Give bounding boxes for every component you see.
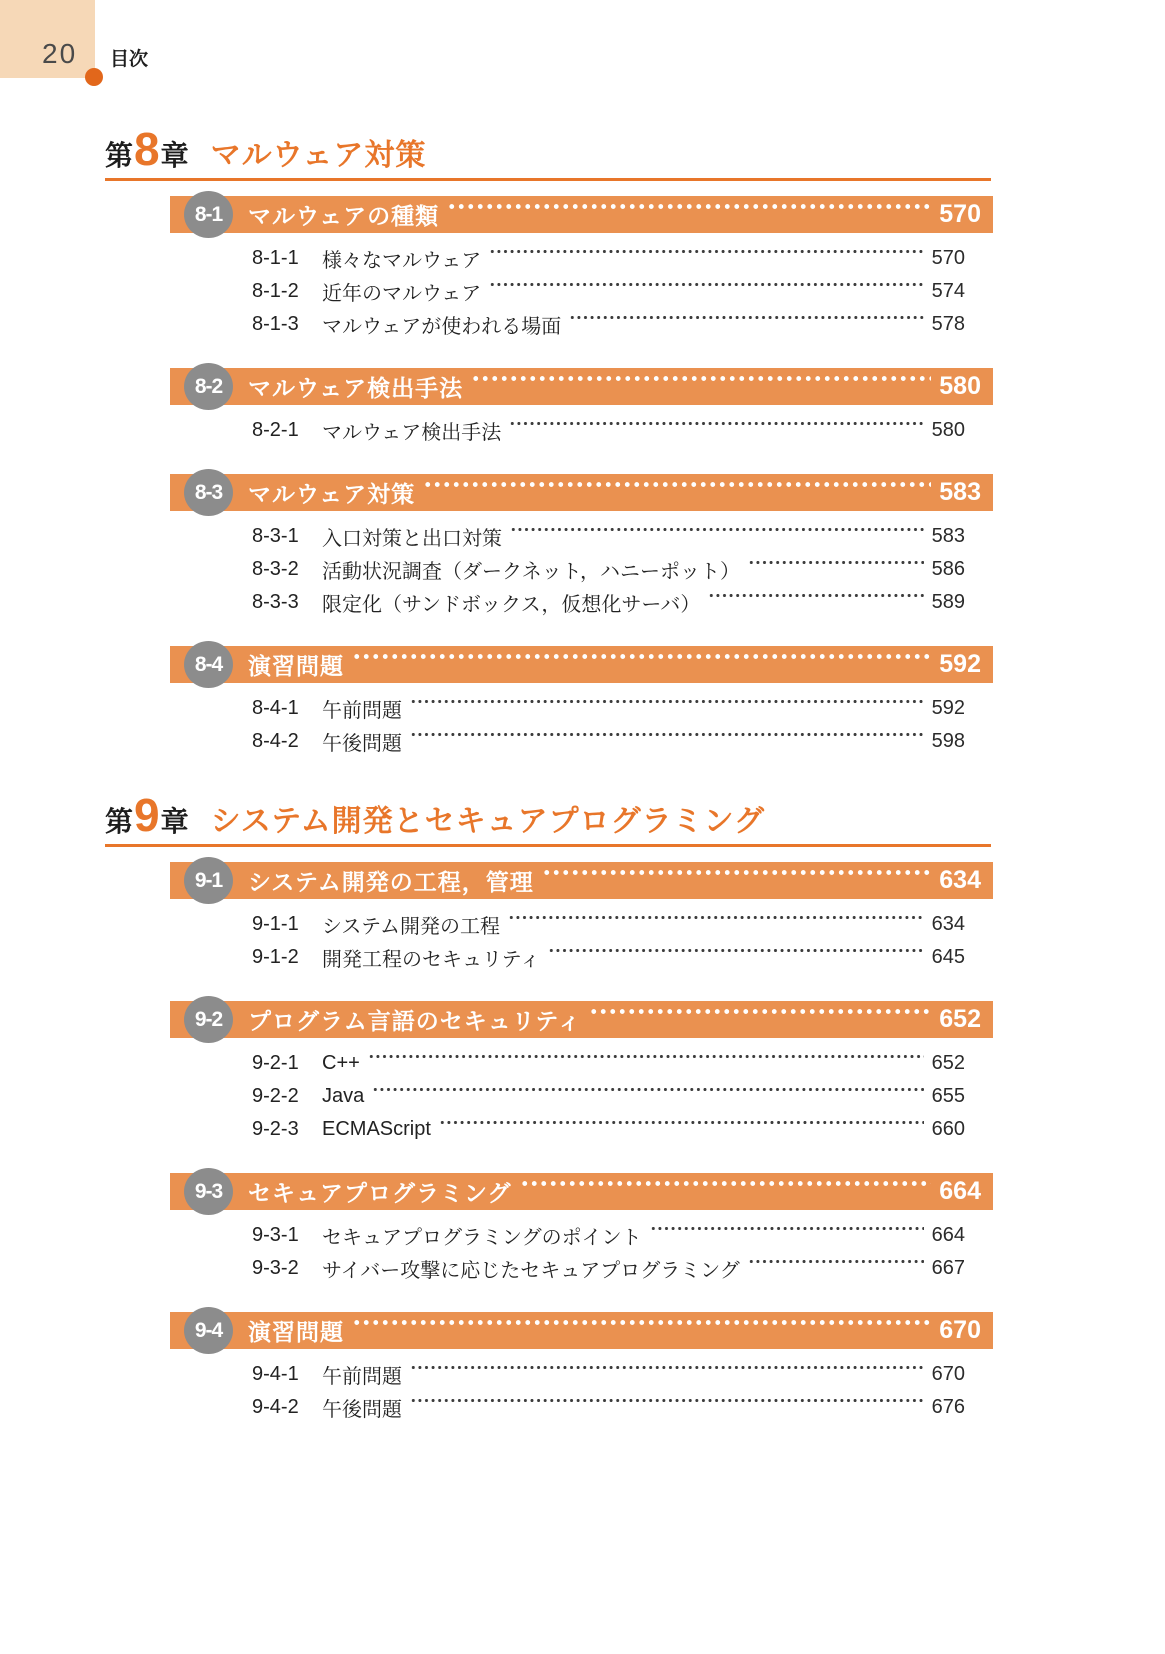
entry-page-number: 580 <box>931 419 965 441</box>
section-bar-9-2 <box>170 1001 993 1038</box>
entry-page-number: 664 <box>931 1224 965 1246</box>
section-bar-9-4 <box>170 1312 993 1349</box>
section-title: マルウェア検出手法 <box>248 375 464 401</box>
entry-page-number: 589 <box>931 591 965 613</box>
section-id: 8-1 <box>194 202 223 226</box>
section-id-badge <box>184 641 233 688</box>
section-id: 9-4 <box>194 1318 223 1342</box>
entry-page-number: 592 <box>931 697 965 719</box>
dot-leader <box>748 1252 924 1285</box>
dot-leader <box>471 368 931 405</box>
section-bar-8-3 <box>170 474 993 511</box>
dot-leader <box>352 646 931 683</box>
entry-id: 9-2-2 <box>252 1085 299 1107</box>
toc-entry-8-1-1 <box>252 242 965 275</box>
entry-id: 8-2-1 <box>252 419 299 441</box>
entry-id: 8-1-1 <box>252 247 299 269</box>
section-id: 9-3 <box>194 1179 223 1203</box>
entry-page-number: 586 <box>931 558 965 580</box>
entry-title: 開発工程のセキュリティ <box>322 949 540 971</box>
section-title: プログラム言語のセキュリティ <box>248 1008 582 1034</box>
entry-id: 9-2-1 <box>252 1052 299 1074</box>
page-number: 20 <box>42 38 78 69</box>
entry-page-number: 652 <box>931 1052 965 1074</box>
entry-title: 様々なマルウェア <box>322 250 482 272</box>
entry-page-number: 645 <box>931 946 965 968</box>
dot-leader <box>372 1080 923 1113</box>
dot-leader <box>748 553 924 586</box>
entry-page-number: 634 <box>931 913 965 935</box>
dot-leader <box>508 908 924 941</box>
dot-leader <box>410 692 924 725</box>
dot-leader <box>589 1001 931 1038</box>
section-title: 演習問題 <box>248 1319 344 1345</box>
toc-entry-8-2-1 <box>252 414 965 447</box>
toc-entry-9-1-2 <box>252 941 965 974</box>
dot-leader <box>489 275 923 308</box>
entry-page-number: 570 <box>931 247 965 269</box>
dot-leader <box>650 1219 924 1252</box>
chapter-8 <box>0 123 1165 758</box>
dot-leader <box>352 1312 931 1349</box>
chapter-title: システム開発とセキュアプログラミング <box>210 805 766 838</box>
section-page-number: 664 <box>939 1177 981 1205</box>
entry-title: システム開発の工程 <box>322 916 500 938</box>
section-id: 8-3 <box>194 480 223 504</box>
chapter-suffix: 章 <box>160 806 189 837</box>
entry-title: 午前問題 <box>322 700 402 722</box>
section-page-number: 583 <box>939 478 981 506</box>
toc-entry-8-3-2 <box>252 553 965 586</box>
toc-entry-9-4-2 <box>252 1391 965 1424</box>
section-id-badge <box>184 996 233 1043</box>
entry-title: 活動状況調査（ダークネット，ハニーポット） <box>322 561 740 583</box>
entry-id: 9-4-2 <box>252 1396 299 1418</box>
entry-page-number: 574 <box>931 280 965 302</box>
chapter-prefix: 第 <box>105 806 134 837</box>
dot-leader <box>410 1391 924 1424</box>
entry-id: 8-4-1 <box>252 697 299 719</box>
section-title: マルウェアの種類 <box>248 203 440 229</box>
toc-entry-9-4-1 <box>252 1358 965 1391</box>
entry-page-number: 670 <box>931 1363 965 1385</box>
section-id-badge <box>184 1168 233 1215</box>
entry-id: 9-4-1 <box>252 1363 299 1385</box>
entry-title: 入口対策と出口対策 <box>322 528 502 550</box>
toc-entry-8-3-1 <box>252 520 965 553</box>
entry-page-number: 578 <box>931 313 965 335</box>
entry-page-number: 676 <box>931 1396 965 1418</box>
corner-dot-icon <box>85 68 103 86</box>
dot-leader <box>708 586 923 619</box>
toc-entry-8-4-1 <box>252 692 965 725</box>
section-title: セキュアプログラミング <box>248 1180 512 1206</box>
section-page-number: 670 <box>939 1316 981 1344</box>
entry-title: 限定化（サンドボックス，仮想化サーバ） <box>322 594 701 616</box>
entry-title: セキュアプログラミングのポイント <box>322 1227 642 1249</box>
toc-entry-9-3-2 <box>252 1252 965 1285</box>
chapter-suffix: 章 <box>160 140 189 171</box>
section-title: システム開発の工程，管理 <box>248 869 534 895</box>
section-title: マルウェア対策 <box>248 481 416 507</box>
entry-page-number: 598 <box>931 730 965 752</box>
dot-leader <box>569 308 923 341</box>
entry-id: 8-1-2 <box>252 280 299 302</box>
entry-title: 近年のマルウェア <box>322 283 482 305</box>
dot-leader <box>509 414 923 447</box>
section-title: 演習問題 <box>248 653 344 679</box>
section-bar-9-3 <box>170 1173 993 1210</box>
dot-leader <box>548 941 924 974</box>
section-page-number: 592 <box>939 650 981 678</box>
toc-content <box>0 123 1165 1424</box>
toc-entry-9-1-1 <box>252 908 965 941</box>
entry-title: C++ <box>322 1052 360 1074</box>
entry-id: 8-3-2 <box>252 558 299 580</box>
dot-leader <box>520 1173 932 1210</box>
section-bar-8-4 <box>170 646 993 683</box>
section-page-number: 634 <box>939 866 981 894</box>
dot-leader <box>410 725 924 758</box>
toc-entry-8-1-3 <box>252 308 965 341</box>
entry-id: 9-1-2 <box>252 946 299 968</box>
chapter-heading <box>105 789 991 847</box>
section-bar-9-1 <box>170 862 993 899</box>
entry-title: マルウェアが使われる場面 <box>322 316 562 338</box>
entry-title: Java <box>322 1085 365 1107</box>
entry-page-number: 655 <box>931 1085 965 1107</box>
dot-leader <box>410 1358 924 1391</box>
entry-page-number: 667 <box>931 1257 965 1279</box>
toc-entry-9-3-1 <box>252 1219 965 1252</box>
dot-leader <box>447 196 931 233</box>
dot-leader <box>439 1113 924 1146</box>
entry-id: 8-4-2 <box>252 730 299 752</box>
toc-entry-9-2-3 <box>252 1113 965 1146</box>
entry-id: 8-1-3 <box>252 313 299 335</box>
chapter-number: 8 <box>134 123 160 175</box>
entry-title: 午後問題 <box>322 1399 402 1421</box>
section-id-badge <box>184 363 233 410</box>
toc-entry-8-3-3 <box>252 586 965 619</box>
entry-id: 8-3-1 <box>252 525 299 547</box>
entry-title: サイバー攻撃に応じたセキュアプログラミング <box>322 1260 740 1282</box>
dot-leader <box>489 242 923 275</box>
entry-id: 9-3-2 <box>252 1257 299 1279</box>
section-id-badge <box>184 1307 233 1354</box>
section-page-number: 580 <box>939 372 981 400</box>
dot-leader <box>368 1047 924 1080</box>
dot-leader <box>510 520 924 553</box>
dot-leader <box>423 474 931 511</box>
section-bar-8-1 <box>170 196 993 233</box>
entry-id: 9-3-1 <box>252 1224 299 1246</box>
entry-id: 9-1-1 <box>252 913 299 935</box>
entry-title: 午前問題 <box>322 1366 402 1388</box>
chapter-number: 9 <box>134 789 160 841</box>
section-id-badge <box>184 191 233 238</box>
entry-title: 午後問題 <box>322 733 402 755</box>
section-id: 9-2 <box>194 1007 223 1031</box>
section-id-badge <box>184 469 233 516</box>
entry-title: ECMAScript <box>322 1118 431 1140</box>
section-id-badge <box>184 857 233 904</box>
section-bar-8-2 <box>170 368 993 405</box>
toc-entry-8-1-2 <box>252 275 965 308</box>
entry-page-number: 660 <box>931 1118 965 1140</box>
section-id: 8-4 <box>194 652 223 676</box>
chapter-prefix: 第 <box>105 140 134 171</box>
chapter-9 <box>0 789 1165 1424</box>
entry-id: 8-3-3 <box>252 591 299 613</box>
toc-entry-8-4-2 <box>252 725 965 758</box>
section-page-number: 652 <box>939 1005 981 1033</box>
chapter-heading <box>105 123 991 181</box>
section-page-number: 570 <box>939 200 981 228</box>
entry-title: マルウェア検出手法 <box>322 422 502 444</box>
header-label: 目次 <box>110 49 149 70</box>
dot-leader <box>542 862 932 899</box>
chapter-title: マルウェア対策 <box>210 139 427 172</box>
toc-entry-9-2-1 <box>252 1047 965 1080</box>
section-id: 9-1 <box>194 868 223 892</box>
section-id: 8-2 <box>194 374 223 398</box>
entry-id: 9-2-3 <box>252 1118 299 1140</box>
entry-page-number: 583 <box>931 525 965 547</box>
toc-entry-9-2-2 <box>252 1080 965 1113</box>
